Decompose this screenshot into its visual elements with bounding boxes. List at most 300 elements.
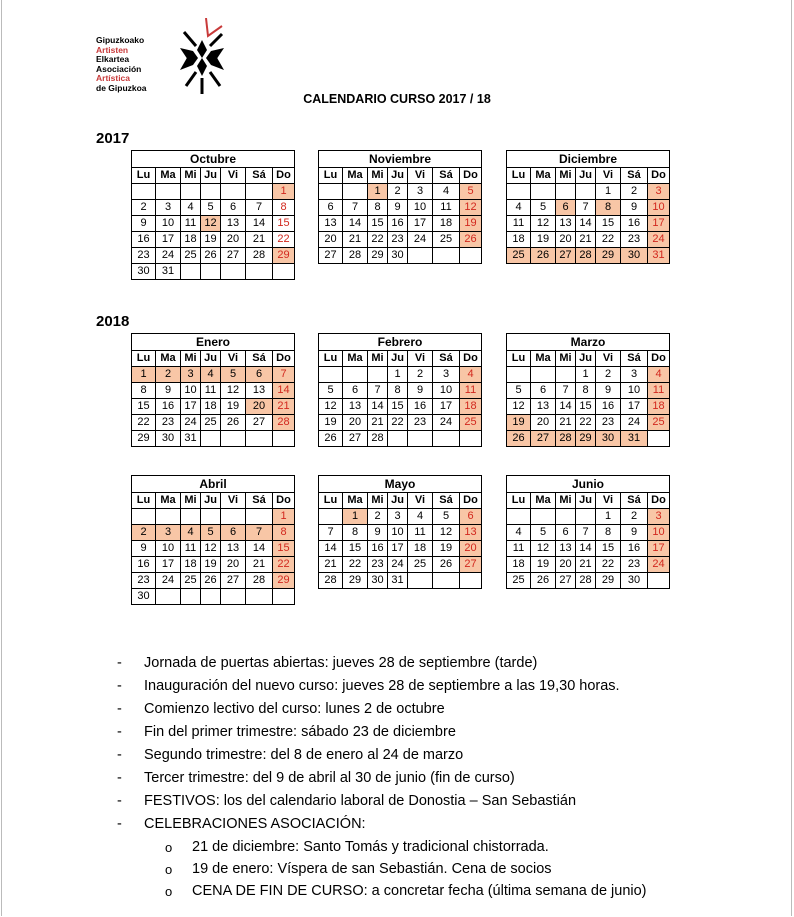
day-cell: 20 bbox=[556, 232, 576, 248]
day-cell: 5 bbox=[433, 509, 460, 525]
weekday-header: Do bbox=[460, 168, 482, 184]
day-cell: 11 bbox=[181, 216, 201, 232]
day-cell: 15 bbox=[596, 541, 621, 557]
day-cell bbox=[433, 573, 460, 589]
calendar-junio bbox=[506, 475, 670, 589]
day-cell bbox=[576, 509, 596, 525]
day-cell: 29 bbox=[576, 431, 596, 447]
day-cell: 16 bbox=[132, 557, 156, 573]
day-cell: 10 bbox=[181, 383, 201, 399]
month-name: Marzo bbox=[507, 334, 670, 351]
month-name: Abril bbox=[132, 476, 295, 493]
day-cell: 16 bbox=[368, 541, 388, 557]
note-sub-text: CENA DE FIN DE CURSO: a concretar fecha (última semana de junio) bbox=[192, 883, 647, 899]
day-cell bbox=[507, 184, 531, 200]
month-name: Junio bbox=[507, 476, 670, 493]
day-cell: 2 bbox=[388, 184, 408, 200]
logo-line: Artisten bbox=[96, 44, 129, 55]
day-cell: 5 bbox=[221, 367, 246, 383]
day-cell: 15 bbox=[273, 216, 295, 232]
day-cell: 5 bbox=[201, 200, 221, 216]
day-cell: 16 bbox=[156, 399, 181, 415]
day-cell: 13 bbox=[221, 216, 246, 232]
day-cell: 27 bbox=[531, 431, 556, 447]
day-cell: 8 bbox=[343, 525, 368, 541]
weekday-header: Mi bbox=[181, 168, 201, 184]
note-item bbox=[117, 767, 647, 790]
day-cell bbox=[156, 184, 181, 200]
day-cell: 20 bbox=[343, 415, 368, 431]
day-cell: 7 bbox=[576, 200, 596, 216]
day-cell: 21 bbox=[246, 557, 273, 573]
note-item bbox=[117, 813, 647, 836]
day-cell: 17 bbox=[156, 557, 181, 573]
day-cell: 31 bbox=[621, 431, 648, 447]
weekday-header: Ma bbox=[343, 351, 368, 367]
day-cell: 29 bbox=[596, 248, 621, 264]
day-cell: 21 bbox=[556, 415, 576, 431]
weekday-header: Mi bbox=[181, 493, 201, 509]
day-cell: 2 bbox=[132, 525, 156, 541]
day-cell: 18 bbox=[433, 216, 460, 232]
weekday-header: Ju bbox=[201, 351, 221, 367]
note-item bbox=[117, 675, 647, 698]
note-text: Jornada de puertas abiertas: jueves 28 de septiembre (tarde) bbox=[144, 655, 538, 671]
day-cell: 11 bbox=[181, 541, 201, 557]
day-cell: 15 bbox=[132, 399, 156, 415]
day-cell: 22 bbox=[273, 557, 295, 573]
note-item bbox=[117, 698, 647, 721]
day-cell: 10 bbox=[408, 200, 433, 216]
day-cell: 21 bbox=[246, 232, 273, 248]
day-cell: 25 bbox=[201, 415, 221, 431]
day-cell: 14 bbox=[368, 399, 388, 415]
day-cell: 8 bbox=[388, 383, 408, 399]
day-cell: 23 bbox=[156, 415, 181, 431]
day-cell: 12 bbox=[221, 383, 246, 399]
day-cell: 12 bbox=[531, 541, 556, 557]
day-cell: 3 bbox=[621, 367, 648, 383]
day-cell: 6 bbox=[460, 509, 482, 525]
day-cell: 11 bbox=[507, 541, 531, 557]
day-cell bbox=[433, 248, 460, 264]
day-cell: 22 bbox=[343, 557, 368, 573]
day-cell: 20 bbox=[221, 232, 246, 248]
day-cell: 18 bbox=[507, 232, 531, 248]
day-cell: 1 bbox=[596, 509, 621, 525]
day-cell: 19 bbox=[201, 232, 221, 248]
logo-line: Artística bbox=[96, 73, 131, 83]
day-cell: 12 bbox=[201, 216, 221, 232]
day-cell: 14 bbox=[246, 541, 273, 557]
day-cell: 15 bbox=[343, 541, 368, 557]
note-text: Fin del primer trimestre: sábado 23 de diciembre bbox=[144, 724, 456, 740]
day-cell: 11 bbox=[648, 383, 670, 399]
day-cell: 23 bbox=[621, 557, 648, 573]
day-cell: 25 bbox=[507, 573, 531, 589]
day-cell: 9 bbox=[408, 383, 433, 399]
note-sub-item bbox=[117, 858, 647, 880]
day-cell: 20 bbox=[221, 557, 246, 573]
day-cell bbox=[181, 264, 201, 280]
day-cell: 28 bbox=[246, 573, 273, 589]
note-item bbox=[117, 744, 647, 767]
day-cell: 11 bbox=[201, 383, 221, 399]
day-cell: 10 bbox=[648, 200, 670, 216]
logo-line: Elkartea bbox=[96, 54, 130, 64]
month-name: Octubre bbox=[132, 151, 295, 168]
calendar-marzo bbox=[506, 333, 670, 447]
day-cell: 14 bbox=[576, 216, 596, 232]
day-cell: 9 bbox=[388, 200, 408, 216]
day-cell: 9 bbox=[132, 541, 156, 557]
day-cell: 1 bbox=[273, 184, 295, 200]
day-cell: 12 bbox=[460, 200, 482, 216]
month-name: Febrero bbox=[319, 334, 482, 351]
weekday-header: Sá bbox=[621, 168, 648, 184]
day-cell: 16 bbox=[132, 232, 156, 248]
day-cell bbox=[221, 589, 246, 605]
weekday-header: Vi bbox=[408, 351, 433, 367]
day-cell: 2 bbox=[132, 200, 156, 216]
day-cell bbox=[319, 184, 343, 200]
day-cell: 31 bbox=[156, 264, 181, 280]
day-cell: 29 bbox=[343, 573, 368, 589]
calendar-diciembre bbox=[506, 150, 670, 264]
day-cell: 3 bbox=[156, 525, 181, 541]
weekday-header: Lu bbox=[132, 493, 156, 509]
day-cell: 8 bbox=[132, 383, 156, 399]
month-name: Diciembre bbox=[507, 151, 670, 168]
weekday-header: Ju bbox=[201, 168, 221, 184]
day-cell: 15 bbox=[368, 216, 388, 232]
dash-bullet-icon: - bbox=[117, 770, 122, 786]
weekday-header: Lu bbox=[319, 493, 343, 509]
day-cell bbox=[181, 589, 201, 605]
day-cell bbox=[273, 589, 295, 605]
day-cell: 18 bbox=[181, 232, 201, 248]
year-label-2017: 2017 bbox=[96, 130, 130, 147]
star-logo-icon bbox=[166, 18, 238, 98]
day-cell bbox=[201, 509, 221, 525]
note-item bbox=[117, 790, 647, 813]
logo-line: Gipuzkoako bbox=[96, 35, 145, 45]
day-cell: 5 bbox=[531, 525, 556, 541]
day-cell: 21 bbox=[273, 399, 295, 415]
day-cell: 3 bbox=[648, 184, 670, 200]
weekday-header: Lu bbox=[132, 351, 156, 367]
day-cell: 28 bbox=[368, 431, 388, 447]
weekday-header: Vi bbox=[596, 493, 621, 509]
notes-list bbox=[117, 652, 647, 902]
day-cell: 27 bbox=[221, 573, 246, 589]
day-cell: 24 bbox=[388, 557, 408, 573]
day-cell: 5 bbox=[507, 383, 531, 399]
calendar-abril bbox=[131, 475, 295, 605]
day-cell: 7 bbox=[246, 525, 273, 541]
weekday-header: Do bbox=[460, 351, 482, 367]
day-cell: 23 bbox=[132, 248, 156, 264]
weekday-header: Mi bbox=[556, 168, 576, 184]
weekday-header: Ma bbox=[156, 351, 181, 367]
day-cell: 21 bbox=[368, 415, 388, 431]
day-cell: 5 bbox=[460, 184, 482, 200]
day-cell: 26 bbox=[460, 232, 482, 248]
day-cell bbox=[201, 431, 221, 447]
day-cell: 13 bbox=[556, 216, 576, 232]
day-cell: 28 bbox=[576, 248, 596, 264]
day-cell: 4 bbox=[507, 200, 531, 216]
day-cell bbox=[246, 264, 273, 280]
day-cell: 27 bbox=[221, 248, 246, 264]
weekday-header: Ju bbox=[388, 168, 408, 184]
day-cell: 26 bbox=[507, 431, 531, 447]
day-cell: 12 bbox=[531, 216, 556, 232]
day-cell: 17 bbox=[388, 541, 408, 557]
day-cell: 10 bbox=[648, 525, 670, 541]
day-cell: 4 bbox=[507, 525, 531, 541]
day-cell bbox=[201, 264, 221, 280]
day-cell: 3 bbox=[388, 509, 408, 525]
day-cell: 8 bbox=[368, 200, 388, 216]
weekday-header: Ju bbox=[576, 168, 596, 184]
day-cell bbox=[556, 509, 576, 525]
day-cell bbox=[556, 184, 576, 200]
weekday-header: Lu bbox=[507, 351, 531, 367]
weekday-header: Vi bbox=[221, 168, 246, 184]
weekday-header: Lu bbox=[507, 168, 531, 184]
day-cell: 7 bbox=[273, 367, 295, 383]
weekday-header: Lu bbox=[319, 351, 343, 367]
day-cell: 26 bbox=[319, 431, 343, 447]
day-cell: 15 bbox=[273, 541, 295, 557]
day-cell: 14 bbox=[273, 383, 295, 399]
day-cell: 13 bbox=[460, 525, 482, 541]
day-cell: 26 bbox=[221, 415, 246, 431]
day-cell: 7 bbox=[319, 525, 343, 541]
day-cell bbox=[132, 509, 156, 525]
day-cell: 24 bbox=[433, 415, 460, 431]
day-cell: 7 bbox=[556, 383, 576, 399]
day-cell: 28 bbox=[319, 573, 343, 589]
note-sub-item bbox=[117, 836, 647, 858]
day-cell: 9 bbox=[132, 216, 156, 232]
day-cell: 17 bbox=[408, 216, 433, 232]
day-cell: 17 bbox=[181, 399, 201, 415]
weekday-header: Ju bbox=[576, 493, 596, 509]
day-cell: 13 bbox=[556, 541, 576, 557]
day-cell: 20 bbox=[531, 415, 556, 431]
month-name: Enero bbox=[132, 334, 295, 351]
day-cell: 13 bbox=[531, 399, 556, 415]
day-cell: 4 bbox=[460, 367, 482, 383]
association-logo bbox=[96, 18, 246, 100]
day-cell: 25 bbox=[460, 415, 482, 431]
day-cell: 30 bbox=[388, 248, 408, 264]
day-cell: 16 bbox=[596, 399, 621, 415]
weekday-header: Ma bbox=[531, 351, 556, 367]
day-cell: 7 bbox=[343, 200, 368, 216]
weekday-header: Ma bbox=[531, 493, 556, 509]
day-cell: 24 bbox=[156, 573, 181, 589]
day-cell: 6 bbox=[556, 200, 576, 216]
day-cell: 3 bbox=[181, 367, 201, 383]
day-cell: 1 bbox=[576, 367, 596, 383]
weekday-header: Sá bbox=[433, 493, 460, 509]
weekday-header: Lu bbox=[319, 168, 343, 184]
day-cell: 24 bbox=[156, 248, 181, 264]
calendar-febrero bbox=[318, 333, 482, 447]
day-cell: 21 bbox=[576, 232, 596, 248]
day-cell: 26 bbox=[201, 573, 221, 589]
circle-bullet-icon: o bbox=[165, 884, 173, 899]
day-cell: 22 bbox=[596, 232, 621, 248]
weekday-header: Ma bbox=[343, 493, 368, 509]
day-cell: 8 bbox=[273, 525, 295, 541]
day-cell: 25 bbox=[433, 232, 460, 248]
day-cell: 26 bbox=[201, 248, 221, 264]
day-cell: 25 bbox=[181, 248, 201, 264]
day-cell: 23 bbox=[368, 557, 388, 573]
weekday-header: Vi bbox=[221, 493, 246, 509]
weekday-header: Sá bbox=[621, 351, 648, 367]
day-cell: 28 bbox=[273, 415, 295, 431]
day-cell: 22 bbox=[596, 557, 621, 573]
day-cell: 3 bbox=[408, 184, 433, 200]
dash-bullet-icon: - bbox=[117, 701, 122, 717]
day-cell: 24 bbox=[181, 415, 201, 431]
day-cell: 27 bbox=[319, 248, 343, 264]
day-cell: 15 bbox=[388, 399, 408, 415]
day-cell: 11 bbox=[507, 216, 531, 232]
day-cell: 29 bbox=[596, 573, 621, 589]
day-cell: 6 bbox=[221, 200, 246, 216]
logo-text bbox=[96, 36, 147, 93]
day-cell: 19 bbox=[531, 557, 556, 573]
day-cell bbox=[648, 431, 670, 447]
weekday-header: Mi bbox=[556, 351, 576, 367]
day-cell: 22 bbox=[368, 232, 388, 248]
day-cell: 12 bbox=[319, 399, 343, 415]
day-cell: 4 bbox=[648, 367, 670, 383]
day-cell: 10 bbox=[433, 383, 460, 399]
weekday-header: Mi bbox=[556, 493, 576, 509]
day-cell: 19 bbox=[507, 415, 531, 431]
day-cell: 7 bbox=[576, 525, 596, 541]
calendar-enero bbox=[131, 333, 295, 447]
day-cell: 13 bbox=[319, 216, 343, 232]
note-text: Tercer trimestre: del 9 de abril al 30 de junio (fin de curso) bbox=[144, 770, 515, 786]
day-cell: 28 bbox=[576, 573, 596, 589]
weekday-header: Mi bbox=[368, 168, 388, 184]
day-cell: 12 bbox=[201, 541, 221, 557]
day-cell: 30 bbox=[368, 573, 388, 589]
day-cell: 27 bbox=[343, 431, 368, 447]
day-cell: 19 bbox=[460, 216, 482, 232]
day-cell: 18 bbox=[460, 399, 482, 415]
month-name: Noviembre bbox=[319, 151, 482, 168]
day-cell: 4 bbox=[201, 367, 221, 383]
day-cell: 24 bbox=[648, 232, 670, 248]
day-cell: 4 bbox=[181, 200, 201, 216]
dash-bullet-icon: - bbox=[117, 655, 122, 671]
day-cell: 17 bbox=[621, 399, 648, 415]
day-cell: 6 bbox=[319, 200, 343, 216]
day-cell bbox=[433, 431, 460, 447]
day-cell: 24 bbox=[408, 232, 433, 248]
day-cell: 29 bbox=[368, 248, 388, 264]
day-cell: 29 bbox=[132, 431, 156, 447]
day-cell: 1 bbox=[343, 509, 368, 525]
weekday-header: Ju bbox=[388, 351, 408, 367]
day-cell bbox=[408, 248, 433, 264]
logo-line: de Gipuzkoa bbox=[96, 82, 147, 93]
day-cell bbox=[156, 509, 181, 525]
day-cell: 13 bbox=[221, 541, 246, 557]
weekday-header: Do bbox=[648, 168, 670, 184]
day-cell: 21 bbox=[576, 557, 596, 573]
day-cell: 12 bbox=[507, 399, 531, 415]
weekday-header: Do bbox=[648, 493, 670, 509]
day-cell bbox=[408, 431, 433, 447]
day-cell: 25 bbox=[408, 557, 433, 573]
day-cell: 12 bbox=[433, 525, 460, 541]
day-cell bbox=[531, 184, 556, 200]
day-cell bbox=[273, 264, 295, 280]
day-cell bbox=[201, 184, 221, 200]
note-text: Comienzo lectivo del curso: lunes 2 de octubre bbox=[144, 701, 445, 717]
day-cell: 18 bbox=[507, 557, 531, 573]
day-cell bbox=[460, 248, 482, 264]
day-cell: 10 bbox=[156, 541, 181, 557]
day-cell: 30 bbox=[156, 431, 181, 447]
day-cell bbox=[246, 184, 273, 200]
day-cell: 26 bbox=[433, 557, 460, 573]
day-cell: 2 bbox=[156, 367, 181, 383]
day-cell: 18 bbox=[408, 541, 433, 557]
day-cell: 14 bbox=[576, 541, 596, 557]
weekday-header: Do bbox=[273, 493, 295, 509]
day-cell: 23 bbox=[132, 573, 156, 589]
day-cell: 5 bbox=[201, 525, 221, 541]
day-cell: 18 bbox=[648, 399, 670, 415]
day-cell: 20 bbox=[319, 232, 343, 248]
day-cell bbox=[507, 509, 531, 525]
weekday-header: Sá bbox=[433, 168, 460, 184]
day-cell bbox=[460, 573, 482, 589]
day-cell: 18 bbox=[181, 557, 201, 573]
day-cell: 25 bbox=[181, 573, 201, 589]
day-cell: 1 bbox=[273, 509, 295, 525]
day-cell: 4 bbox=[433, 184, 460, 200]
day-cell: 30 bbox=[596, 431, 621, 447]
dash-bullet-icon: - bbox=[117, 724, 122, 740]
note-sub-text: 19 de enero: Víspera de san Sebastián. Cena de socios bbox=[192, 861, 552, 877]
day-cell: 20 bbox=[460, 541, 482, 557]
weekday-header: Sá bbox=[246, 493, 273, 509]
day-cell: 2 bbox=[621, 184, 648, 200]
weekday-header: Ma bbox=[156, 493, 181, 509]
weekday-header: Ma bbox=[156, 168, 181, 184]
day-cell: 4 bbox=[181, 525, 201, 541]
weekday-header: Sá bbox=[621, 493, 648, 509]
year-label-2018: 2018 bbox=[96, 313, 130, 330]
day-cell: 6 bbox=[246, 367, 273, 383]
weekday-header: Do bbox=[273, 168, 295, 184]
day-cell: 13 bbox=[343, 399, 368, 415]
weekday-header: Ma bbox=[343, 168, 368, 184]
day-cell: 15 bbox=[596, 216, 621, 232]
